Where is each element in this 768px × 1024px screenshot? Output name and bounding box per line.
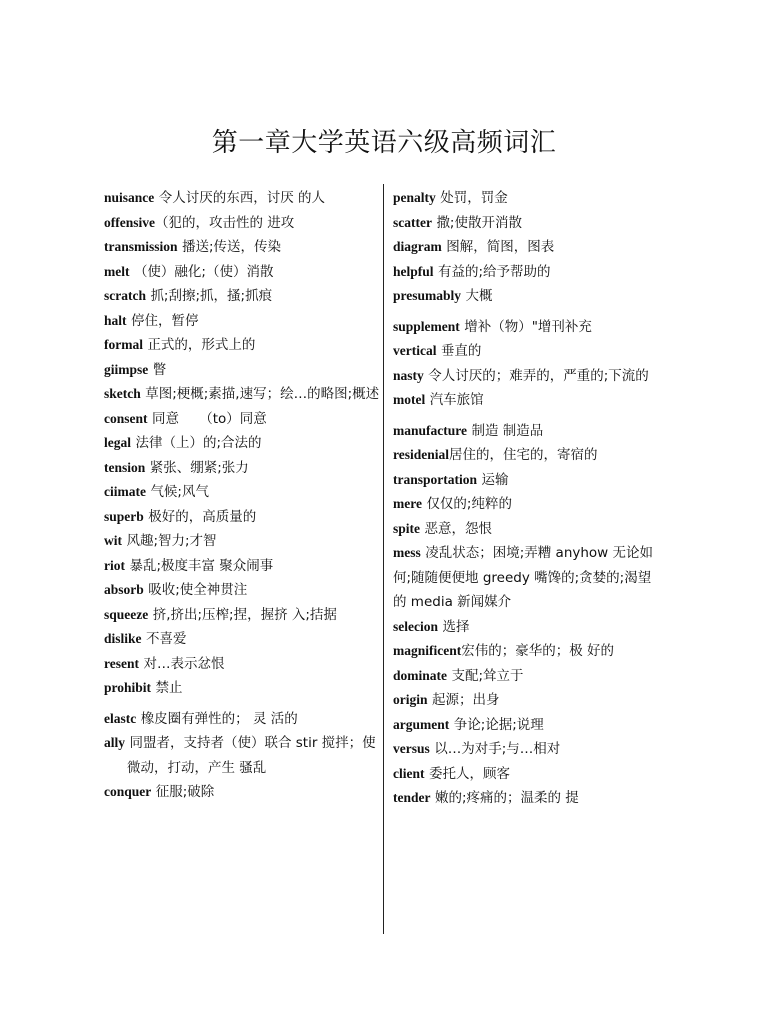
vocab-entry — [104, 431, 380, 456]
vocab-entry — [393, 419, 655, 444]
vocab-entry — [393, 388, 655, 413]
vocab-word: spite — [393, 520, 420, 536]
vocab-entry — [393, 713, 655, 738]
vocab-word: vertical — [393, 343, 437, 358]
vocab-entry — [104, 554, 380, 579]
vocab-meaning: 支配;耸立于 — [451, 667, 524, 684]
vocab-word: ciimate — [104, 484, 146, 499]
vocab-entry — [393, 786, 655, 811]
vocab-entry — [393, 688, 655, 713]
vocab-meaning: 汽车旅馆 — [429, 392, 484, 408]
vocab-entry — [393, 315, 655, 340]
vocab-word: nasty — [393, 367, 424, 383]
vocab-entry — [393, 260, 655, 285]
vocab-meaning: （使）融化;（使）消散 — [133, 263, 274, 280]
vocab-word: resent — [104, 655, 139, 671]
vocab-entry — [104, 211, 380, 236]
vocab-word: helpful — [393, 263, 434, 279]
vocab-entry — [393, 339, 655, 364]
vocab-meaning: 风趣;智力;才智 — [126, 533, 217, 549]
vocab-entry — [393, 284, 655, 309]
vocab-word: conquer — [104, 784, 152, 799]
vocab-entry — [393, 762, 655, 787]
vocab-entry — [393, 443, 655, 468]
vocab-meaning: 图解，简图，图表 — [446, 239, 555, 255]
vocab-meaning: 以…为对手;与…相对 — [434, 741, 561, 757]
vocab-word: dominate — [393, 667, 447, 683]
vocab-meaning: 处罚，罚金 — [440, 190, 508, 206]
vocab-word: mere — [393, 496, 422, 511]
vocab-entry — [104, 480, 380, 505]
vocab-entry — [104, 333, 380, 358]
vocab-word: dislike — [104, 631, 142, 646]
vocab-entry — [104, 358, 380, 383]
vocab-word: supplement — [393, 318, 460, 334]
vocab-meaning: 垂直的 — [440, 343, 482, 359]
vocab-entry — [104, 309, 380, 334]
vocab-meaning: 橡皮圈有弹性的； 灵 活的 — [140, 710, 298, 727]
vocab-entry — [104, 505, 380, 530]
vocab-word: scratch — [104, 288, 146, 303]
vocab-meaning: 挤,挤出;压榨;捏，握挤 入;拮据 — [152, 606, 337, 623]
right-column — [393, 186, 655, 811]
vocab-word: formal — [104, 337, 143, 352]
vocab-entry — [104, 407, 380, 432]
vocab-word: giimpse — [104, 361, 149, 377]
vocab-meaning: 不喜爱 — [145, 631, 187, 647]
vocab-meaning: 令人讨厌的东西，讨厌 的人 — [158, 190, 326, 206]
vocab-word: magnificent — [393, 643, 462, 658]
vocab-meaning: 极好的，高质量的 — [148, 508, 257, 525]
vocab-word: riot — [104, 557, 125, 573]
vocab-meaning: （犯的，攻击性的 进攻 — [155, 214, 295, 231]
vocab-meaning: 停住，暂停 — [130, 312, 199, 329]
vocab-word: client — [393, 765, 425, 781]
vocab-meaning: 大概 — [465, 288, 493, 304]
vocab-word: squeeze — [104, 606, 149, 622]
vocab-entry — [393, 541, 655, 615]
vocab-meaning: 撒;使散开消散 — [436, 214, 522, 231]
vocab-meaning: 凌乱状态；困境;弄糟 anyhow 无论如何;随随便便地 greedy 嘴馋的;贪婪的;渴望的 media 新闻媒介 — [393, 545, 654, 610]
vocab-word: versus — [393, 741, 430, 756]
vocab-entry — [104, 260, 380, 285]
vocab-word: argument — [393, 716, 450, 732]
vocab-word: mess — [393, 545, 421, 560]
vocab-entry — [104, 627, 380, 652]
vocab-meaning: 选择 — [442, 618, 470, 635]
vocab-meaning: 仅仅的;纯粹的 — [426, 496, 512, 512]
vocab-entry — [393, 615, 655, 640]
vocab-entry — [104, 652, 380, 677]
vocab-meaning: 对…表示忿恨 — [143, 655, 225, 672]
vocab-meaning: 居住的，住宅的，寄宿的 — [449, 447, 598, 463]
vocab-meaning: 令人讨厌的；难弄的，严重的;下流的 — [428, 367, 649, 384]
vocab-entry — [393, 468, 655, 493]
vocab-meaning: 草图;梗概;素描,速写；绘…的略图;概述 — [145, 386, 380, 402]
vocab-meaning: 争论;论据;说理 — [453, 716, 544, 733]
vocab-entry — [104, 578, 380, 603]
vocab-word: residenial — [393, 447, 450, 462]
vocab-word: tension — [104, 459, 146, 475]
vocab-entry — [393, 492, 655, 517]
vocab-meaning: 委托人，顾客 — [428, 765, 510, 782]
vocab-entry — [104, 235, 380, 260]
vocab-entry — [104, 676, 380, 701]
vocab-word: transmission — [104, 239, 178, 254]
vocab-meaning: 征服;破除 — [155, 784, 215, 800]
vocab-word: nuisance — [104, 190, 155, 205]
vocab-entry — [393, 186, 655, 211]
vocab-meaning: 紧张、绷紧;张力 — [149, 459, 249, 476]
vocab-entry — [393, 664, 655, 689]
vocab-meaning: 嫩的;疼痛的；温柔的 提 — [434, 790, 579, 806]
vocab-meaning: 暴乱;极度丰富 聚众闹事 — [129, 557, 274, 574]
vocab-entry — [104, 284, 380, 309]
vocab-entry — [393, 737, 655, 762]
vocab-word: ally — [104, 735, 126, 750]
vocab-word: tender — [393, 790, 431, 805]
vocab-meaning: 抓;刮擦;抓，搔;抓痕 — [150, 288, 273, 304]
vocab-word: presumably — [393, 288, 462, 303]
vocab-meaning: 禁止 — [155, 680, 183, 696]
vocab-word: melt — [104, 263, 130, 279]
vocab-word: transportation — [393, 471, 477, 487]
vocab-entry — [393, 364, 655, 389]
vocab-meaning: 同盟者，支持者（使）联合 stir 搅拌；使微动，打动，产生 骚乱 — [127, 735, 376, 776]
vocab-meaning: 法律（上）的;合法的 — [135, 435, 262, 451]
vocab-entry — [393, 639, 655, 664]
vocab-word: origin — [393, 692, 428, 707]
vocab-word: motel — [393, 392, 426, 407]
vocab-meaning: 起源；出身 — [431, 692, 500, 708]
vocab-word: absorb — [104, 582, 144, 597]
vocab-word: wit — [104, 533, 122, 548]
vocab-entry — [104, 382, 380, 407]
vocab-meaning: 正式的，形式上的 — [147, 337, 256, 353]
vocab-entry — [104, 186, 380, 211]
vocab-entry — [104, 456, 380, 481]
vocab-meaning: 增补（物）"增刊补充 — [464, 318, 592, 335]
left-column — [104, 186, 380, 805]
vocab-meaning: 有益的;给予帮助的 — [437, 263, 551, 280]
vocab-entry — [104, 603, 380, 628]
vocab-word: prohibit — [104, 680, 152, 695]
vocab-meaning: 播送;传送，传染 — [181, 239, 282, 255]
vocab-meaning: 吸收;使全神贯注 — [148, 582, 248, 598]
vocab-meaning: 宏伟的；豪华的；极 好的 — [461, 643, 615, 659]
vocab-word: consent — [104, 410, 148, 426]
vocab-word: superb — [104, 508, 144, 524]
vocab-word: penalty — [393, 190, 436, 205]
page-title: 第一章大学英语六级高频词汇 — [211, 128, 557, 158]
vocab-entry — [104, 529, 380, 554]
vocab-word: elastc — [104, 710, 137, 726]
vocab-meaning: 制造 制造品 — [471, 422, 544, 439]
column-divider — [383, 184, 384, 934]
vocab-meaning: 运输 — [481, 471, 509, 488]
vocab-meaning: 气候;风气 — [150, 484, 209, 500]
vocab-entry — [104, 707, 380, 732]
vocab-word: offensive — [104, 214, 155, 230]
vocab-entry — [393, 517, 655, 542]
vocab-entry — [393, 235, 655, 260]
vocab-entry — [104, 780, 380, 805]
vocab-entry — [393, 211, 655, 236]
vocab-word: scatter — [393, 214, 432, 230]
vocab-entry — [104, 731, 380, 780]
vocab-word: selecion — [393, 618, 438, 634]
vocab-word: halt — [104, 312, 127, 328]
vocab-meaning: 同意 （to）同意 — [151, 410, 267, 427]
vocab-word: sketch — [104, 386, 141, 401]
vocab-word: manufacture — [393, 422, 467, 438]
vocab-word: diagram — [393, 239, 442, 254]
vocab-word: legal — [104, 435, 131, 450]
vocab-meaning: 瞥 — [152, 361, 167, 378]
vocab-meaning: 恶意，怨恨 — [424, 520, 492, 537]
